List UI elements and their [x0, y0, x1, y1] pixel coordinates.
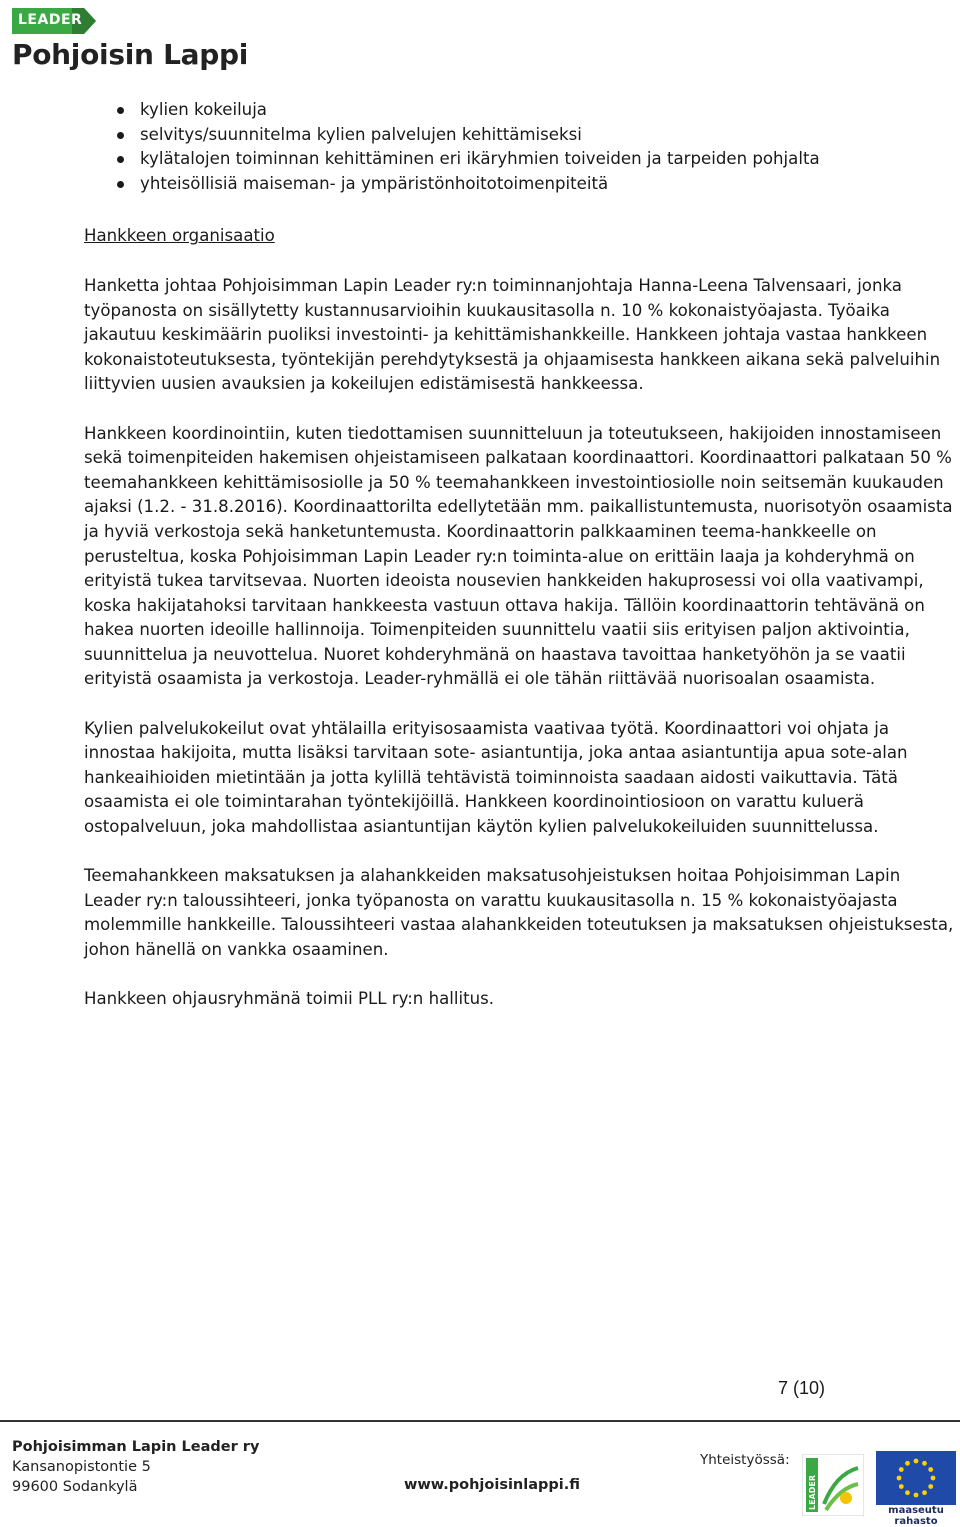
paragraph-steering-group: Hankkeen ohjausryhmänä toimii PLL ry:n hallitus. [84, 989, 495, 1009]
bullet-icon [117, 132, 124, 139]
list-item-text: kylien kokeiluja [140, 100, 267, 119]
paragraph-organisation: Hanketta johtaa Pohjoisimman Lapin Leader ry:n toiminnanjohtaja Hanna-Leena Talvensaari, jonka työpanosta on sisällytetty kustannusarvioihin kuukausitasolla n. 10 % kokonaistyöajasta. Työaika jakautuu keskimäärin puoliksi investointi- ja kehittämishankkeille. Hankkeen johtaja vastaa hankkeen kokonaistoteutuksesta, työntekijän perehdytyksestä ja ohjaamisesta hankkeen aikana sekä palveluihin liittyvien uusien avauksien ja kokeilujen edistämisestä hankkeessa. [84, 275, 941, 394]
list-item-text: yhteisöllisiä maiseman- ja ympäristönhoitotoimenpiteitä [140, 173, 609, 193]
leader-emblem-text: LEADER [808, 1474, 817, 1510]
bullet-list [84, 98, 954, 196]
footer-postal: 99600 Sodankylä [12, 1479, 138, 1495]
footer-street: Kansanopistontie 5 [12, 1459, 151, 1475]
eu-logo-caption: maaseutu rahasto [888, 1505, 944, 1527]
footer-org-name: Pohjoisimman Lapin Leader ry [12, 1439, 260, 1455]
list-item [84, 123, 960, 148]
leader-logo [12, 6, 98, 36]
bullet-icon [117, 107, 124, 114]
eu-flag-icon [876, 1451, 956, 1505]
footer-website-link[interactable]: www.pohjoisinlappi.fi [404, 1477, 580, 1493]
list-item-text: selvitys/suunnitelma kylien palvelujen kehittämiseksi [140, 124, 582, 144]
page-header [0, 0, 960, 80]
cooperation-label: Yhteistyössä: [700, 1452, 790, 1468]
footer-divider [0, 1420, 960, 1422]
section-heading: Hankkeen organisaatio [84, 226, 275, 246]
paragraph-coordination: Hankkeen koordinointiin, kuten tiedottamisen suunnitteluun ja toteutukseen, hakijoiden innostamiseen sekä toimenpiteiden hakemisen ohjeistamiseen palkataan koordinaattori. Koordinaattori palkataan 50 % teemahankkeen kehittämisosiolle ja 50 % teemahankkeen investointiosiolle noin seitsemän kuukauden ajaksi (1.2. - 31.8.2016). Koordinaattorilta edellytetään mm. paikallistuntemusta, nuorisotyön osaamista ja hyviä verkostoja sekä hanketuntemusta. Koordinaattorin palkkaaminen teema-hankkeelle on perusteltua, koska Pohjoisimman Lapin Leader ry:n toiminta-alue on erittäin laaja ja kohderyhmä on erityistä tukea tarvitsevaa. Nuorten ideoista nousevien hankkeiden hakuprosessi voi olla vaativampi, koska hakijatahoksi tarvitaan hankkeesta vastuun ottava hakija. Tällöin koordinaattorin tehtävänä on hakea nuorten ideoille hallinnoija. Toimenpiteiden suunnittelu vaatii siis erityisen paljon aktivointia, suunnittelua ja neuvottelua. Nuoret kohderyhmänä on haastava tavoittaa hanketyöhön ja se vaatii erityistä osaamista ja verkostoja. Leader-ryhmällä ei ole tähän riittävää nuorisoalan osaamista. [84, 423, 953, 689]
list-item-text: kylätalojen toiminnan kehittäminen eri ikäryhmien toiveiden ja tarpeiden pohjalta [140, 149, 820, 169]
list-item [84, 147, 960, 172]
page-number: 7 (10) [778, 1378, 826, 1398]
paragraph-service-trials: Kylien palvelukokeilut ovat yhtälailla erityisosaamista vaativaa työtä. Koordinaattori voi ohjata ja innostaa hakijoita, mutta lisäksi tarvitaan sote- asiantuntija, joka antaa asiantuntija apua sote-alan hankeaihioiden mietintään ja jotta kylillä tehtävistä toiminnoista saadaan aidosti vaikuttavia. Tätä osaamista ei ole toimintarahan työntekijöillä. Hankkeen koordinointiosioon on varattu kuluerä ostopalveluun, joka mahdollistaa asiantuntijan käytön kylien palvelukokeiluiden suunnittelussa. [84, 718, 908, 837]
document-body [84, 98, 954, 1036]
bullet-icon [117, 156, 124, 163]
list-item [84, 172, 960, 197]
list-item [84, 98, 960, 123]
org-title: Pohjoisin Lappi [12, 38, 248, 71]
paragraph-payments: Teemahankkeen maksatuksen ja alahankkeiden maksatusohjeistuksen hoitaa Pohjoisimman Lapin Leader ry:n taloussihteeri, jonka työpanosta on varattu kuukausitasolla n. 15 % kokonaistyöajasta molemmille hankkeille. Taloussihteeri vastaa alahankkeiden toteutuksen ja maksatuksen ohjeistuksesta, johon hänellä on vankka osaaminen. [84, 866, 954, 959]
leader-emblem-icon [802, 1454, 864, 1516]
bullet-icon [117, 181, 124, 188]
footer-address [12, 1437, 259, 1497]
leader-badge-label: LEADER [18, 12, 83, 28]
